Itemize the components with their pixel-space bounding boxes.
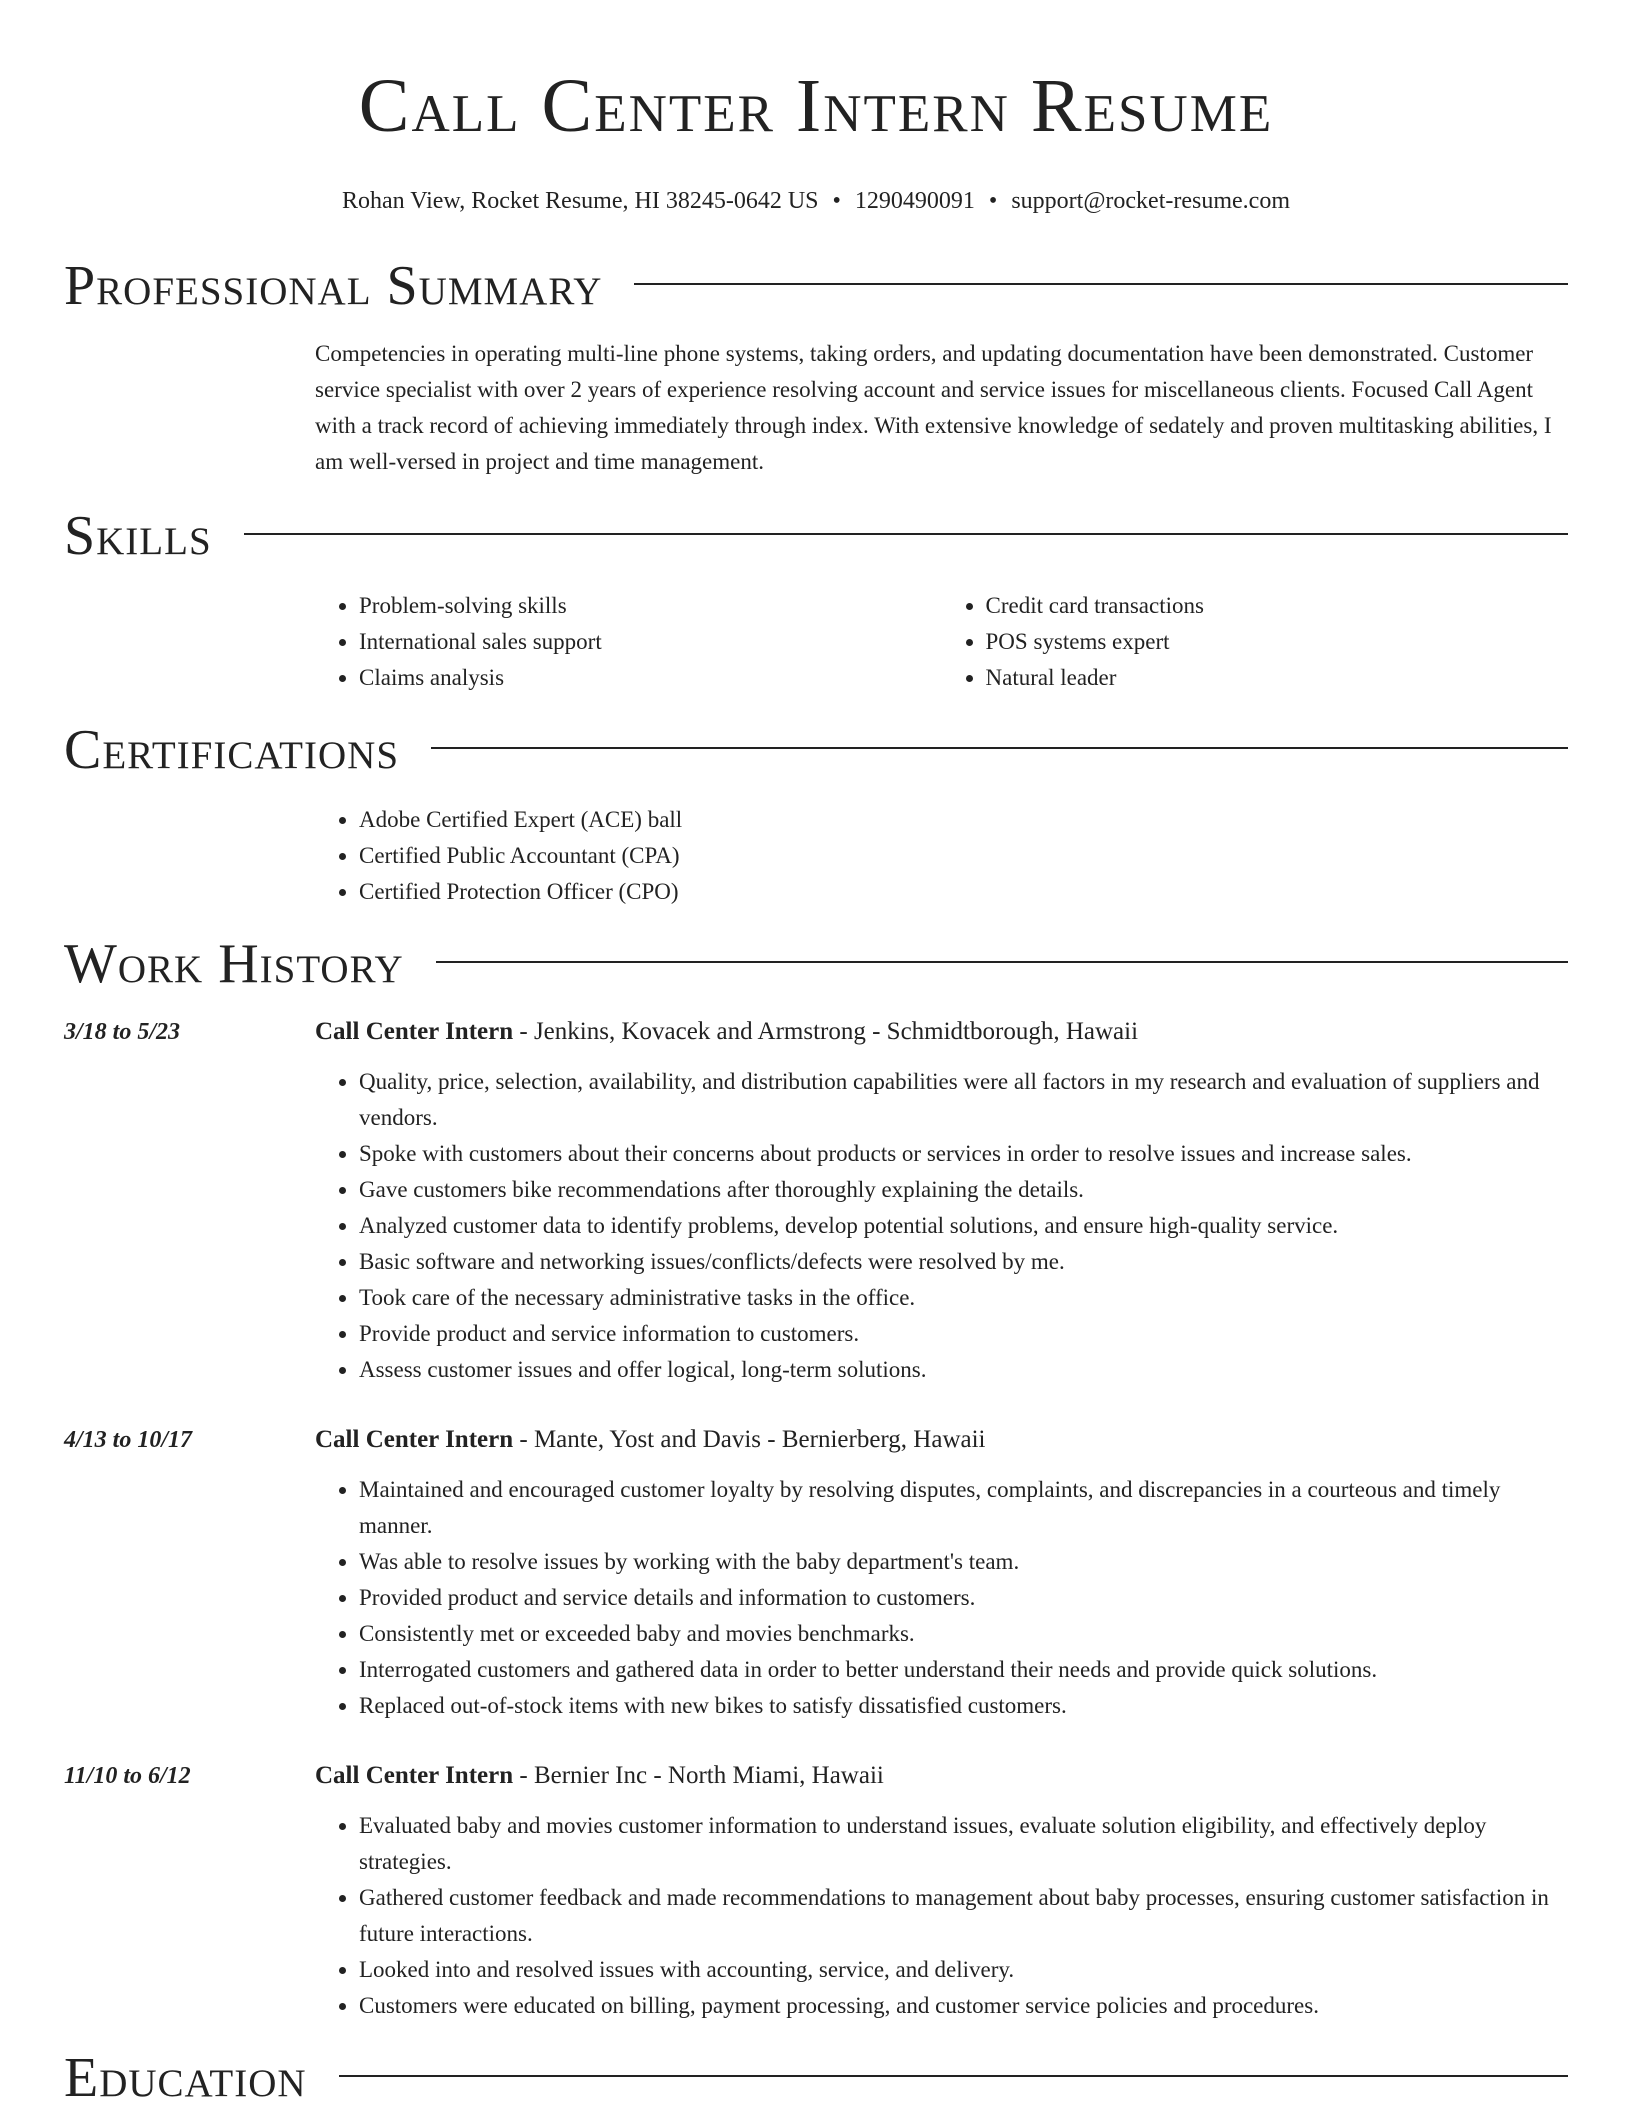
job-employer: - Bernier Inc - North Miami, Hawaii <box>513 1762 884 1789</box>
job-details <box>315 1758 1568 2024</box>
summary-text: Competencies in operating multi-line phone systems, taking orders, and updating documentation have been demonstrated. Customer service specialist with over 2 years of experience resolving account and service issues for miscellaneous clients. Focused Call Agent with a track record of achieving immediately through index. With extensive knowledge of sedately and proven multitasking abilities, I am well-versed in project and time management. <box>315 341 1552 474</box>
contact-email: support@rocket-resume.com <box>1011 188 1290 214</box>
skill-item: • Natural leader <box>986 660 1569 696</box>
job-dates: 4/13 to 10/17 <box>64 1427 193 1453</box>
skill-item: • Problem-solving skills <box>359 588 942 624</box>
job-dates: 11/10 to 6/12 <box>64 1763 191 1789</box>
job-bullet: • Analyzed customer data to identify problems, develop potential solutions, and ensure high-quality service. <box>359 1208 1568 1244</box>
job-bullet: • Interrogated customers and gathered data in order to better understand their needs and provide quick solutions. <box>359 1652 1568 1688</box>
work-section-title: Work History <box>64 933 404 995</box>
skills-section-header <box>64 500 1568 572</box>
summary-section-header <box>64 250 1568 322</box>
job-role: Call Center Intern <box>315 1426 514 1453</box>
job-dates: 3/18 to 5/23 <box>64 1019 181 1045</box>
job-bullet: • Spoke with customers about their concerns about products or services in order to resolve issues and increase sales. <box>359 1136 1568 1172</box>
skill-item: • Credit card transactions <box>986 588 1569 624</box>
job-bullet: • Consistently met or exceeded baby and movies benchmarks. <box>359 1616 1568 1652</box>
job-heading <box>315 1014 1568 1050</box>
resume-title: Call Center Intern Resume <box>358 64 1274 148</box>
skills-section-title: Skills <box>64 505 212 567</box>
section-divider <box>339 2075 1568 2077</box>
job-entry <box>64 1758 1568 2024</box>
skill-item: • Claims analysis <box>359 660 942 696</box>
job-bullet: • Assess customer issues and offer logical, long-term solutions. <box>359 1352 1568 1388</box>
job-bullets <box>315 1808 1568 2024</box>
certifications-section-header <box>64 714 1568 786</box>
job-role: Call Center Intern <box>315 1762 514 1789</box>
section-divider <box>634 283 1568 285</box>
job-employer: - Mante, Yost and Davis - Bernierberg, Hawaii <box>513 1426 986 1453</box>
job-employer: - Jenkins, Kovacek and Armstrong - Schmidtborough, Hawaii <box>513 1018 1139 1045</box>
job-details <box>315 1014 1568 1388</box>
job-bullet: • Provided product and service details and information to customers. <box>359 1580 1568 1616</box>
job-bullet: • Customers were educated on billing, payment processing, and customer service policies and procedures. <box>359 1988 1568 2024</box>
job-bullets <box>315 1064 1568 1388</box>
job-heading <box>315 1422 1568 1458</box>
education-section-title: Education <box>64 2047 307 2109</box>
job-bullet: • Quality, price, selection, availability, and distribution capabilities were all factors in my research and evaluation of suppliers and vendors. <box>359 1064 1568 1136</box>
work-section-header <box>64 928 1568 1000</box>
job-bullet: • Evaluated baby and movies customer information to understand issues, evaluate solution eligibility, and effectively deploy strategies. <box>359 1808 1568 1880</box>
job-entry <box>64 1014 1568 1388</box>
contact-separator: • <box>988 188 998 214</box>
section-divider <box>436 961 1568 963</box>
job-bullets <box>315 1472 1568 1724</box>
skills-body <box>315 588 1568 696</box>
job-bullet: • Gathered customer feedback and made recommendations to management about baby processes, ensuring customer satisfaction in future interactions. <box>359 1880 1568 1952</box>
job-bullet: • Took care of the necessary administrative tasks in the office. <box>359 1280 1568 1316</box>
summary-section-title: Professional Summary <box>64 255 603 317</box>
contact-separator: • <box>832 188 841 214</box>
job-bullet: • Gave customers bike recommendations after thoroughly explaining the details. <box>359 1172 1568 1208</box>
summary-body <box>315 336 1568 480</box>
job-heading <box>315 1758 1568 1794</box>
certifications-section-title: Certifications <box>64 719 400 781</box>
skill-item: • POS systems expert <box>986 624 1569 660</box>
skill-item: • International sales support <box>359 624 942 660</box>
skills-grid <box>315 588 1568 696</box>
contact-address: Rohan View, Rocket Resume, HI 38245-0642 US <box>341 188 819 214</box>
job-bullet: • Maintained and encouraged customer loyalty by resolving disputes, complaints, and discrepancies in a courteous and timely manner. <box>359 1472 1568 1544</box>
section-divider <box>244 533 1568 535</box>
resume-page <box>64 0 1568 2114</box>
job-entry <box>64 1422 1568 1724</box>
job-bullet: • Replaced out-of-stock items with new bikes to satisfy dissatisfied customers. <box>359 1688 1568 1724</box>
job-bullet: • Was able to resolve issues by working with the baby department's team. <box>359 1544 1568 1580</box>
certifications-list <box>315 802 1568 910</box>
contact-phone: 1290490091 <box>854 188 975 214</box>
job-bullet: • Provide product and service information to customers. <box>359 1316 1568 1352</box>
skills-list-left <box>315 588 942 696</box>
certification-item: • Adobe Certified Expert (ACE) ball <box>359 802 1568 838</box>
education-section-header <box>64 2042 1568 2114</box>
certifications-body <box>315 802 1568 910</box>
job-bullet: • Looked into and resolved issues with accounting, service, and delivery. <box>359 1952 1568 1988</box>
section-divider <box>431 747 1568 749</box>
skills-list-right <box>942 588 1569 696</box>
certification-item: • Certified Public Accountant (CPA) <box>359 838 1568 874</box>
job-role: Call Center Intern <box>315 1018 514 1045</box>
job-details <box>315 1422 1568 1724</box>
contact-line <box>64 186 1568 216</box>
job-bullet: • Basic software and networking issues/conflicts/defects were resolved by me. <box>359 1244 1568 1280</box>
certification-item: • Certified Protection Officer (CPO) <box>359 874 1568 910</box>
